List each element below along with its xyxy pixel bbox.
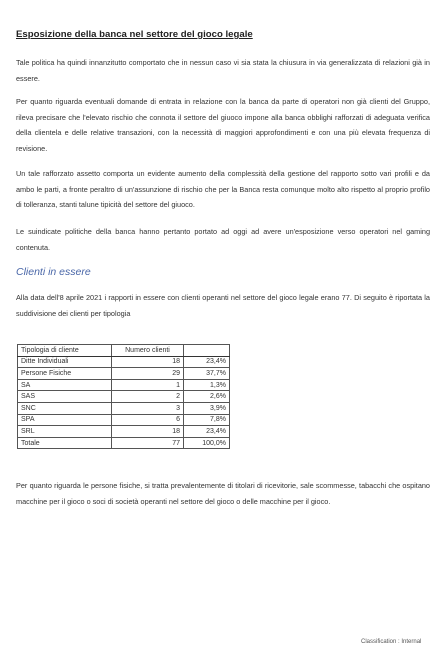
cell-count: 3 (112, 402, 184, 414)
clients-table (17, 344, 230, 449)
intro-paragraph: Alla data dell'8 aprile 2021 i rapporti in essere con clienti operanti nel settore del gioco legale erano 77. Di seguito è riportata la suddivisione dei clienti per tipologia (16, 293, 430, 318)
table-header-row (18, 345, 230, 357)
cell-percent: 23,4% (184, 356, 230, 368)
cell-type: Persone Fisiche (18, 368, 112, 380)
cell-type: Ditte Individuali (18, 356, 112, 368)
paragraph-1: Tale politica ha quindi innanzitutto comportato che in nessun caso vi sia stata la chiusura in via generalizzata di relazioni già in essere. (16, 58, 430, 83)
cell-percent: 37,7% (184, 368, 230, 380)
header-percent (184, 345, 230, 357)
table-row (18, 426, 230, 438)
total-count: 77 (112, 437, 184, 449)
cell-type: SNC (18, 402, 112, 414)
section-heading: Esposizione della banca nel settore del gioco legale (16, 29, 253, 40)
table-row (18, 368, 230, 380)
cell-count: 2 (112, 391, 184, 403)
cell-type: SAS (18, 391, 112, 403)
paragraph-4: Le suindicate politiche della banca hanno pertanto portato ad oggi ad avere un'esposizione verso operatori nel gaming contenuta. (16, 227, 430, 252)
total-label: Totale (18, 437, 112, 449)
paragraph-2: Per quanto riguarda eventuali domande di entrata in relazione con la banca da parte di operatori non già clienti del Gruppo, rileva precisare che l'elevato rischio che connota il settore del giuoco impone alla banca obblighi rafforzati di adeguata verifica della clientela e delle relative transazioni, con la necessità di maggiori approfondimenti e con una più elevata frequenza di revisione. (16, 97, 430, 153)
table-row (18, 379, 230, 391)
table-row (18, 414, 230, 426)
subheading-clienti: Clienti in essere (16, 266, 91, 278)
cell-type: SRL (18, 426, 112, 438)
header-numero: Numero clienti (112, 345, 184, 357)
cell-count: 18 (112, 426, 184, 438)
cell-percent: 7,8% (184, 414, 230, 426)
header-tipologia: Tipologia di cliente (18, 345, 112, 357)
table-row (18, 356, 230, 368)
total-percent: 100,0% (184, 437, 230, 449)
table-row (18, 391, 230, 403)
cell-type: SPA (18, 414, 112, 426)
cell-percent: 3,9% (184, 402, 230, 414)
cell-percent: 23,4% (184, 426, 230, 438)
cell-type: SA (18, 379, 112, 391)
cell-count: 29 (112, 368, 184, 380)
paragraph-3: Un tale rafforzato assetto comporta un evidente aumento della complessità della gestione del rapporto sotto vari profili e da ambo le parti, a fronte peraltro di un'assunzione di rischio che per la Banca resta comunque molto alto rispetto al proprio profilo di tolleranza, stanti talune tipicità del settore del giuoco. (16, 169, 430, 209)
table-row (18, 402, 230, 414)
cell-count: 6 (112, 414, 184, 426)
cell-percent: 1,3% (184, 379, 230, 391)
cell-count: 1 (112, 379, 184, 391)
closing-paragraph: Per quanto riguarda le persone fisiche, si tratta prevalentemente di titolari di ricevitorie, sale scommesse, tabacchi che ospitano macchine per il gioco o soci di società operanti nel settore del gioco o delle macchine per il gioco. (16, 481, 430, 506)
cell-count: 18 (112, 356, 184, 368)
table-total-row (18, 437, 230, 449)
classification-label: Classification : Internal (361, 639, 422, 645)
cell-percent: 2,6% (184, 391, 230, 403)
